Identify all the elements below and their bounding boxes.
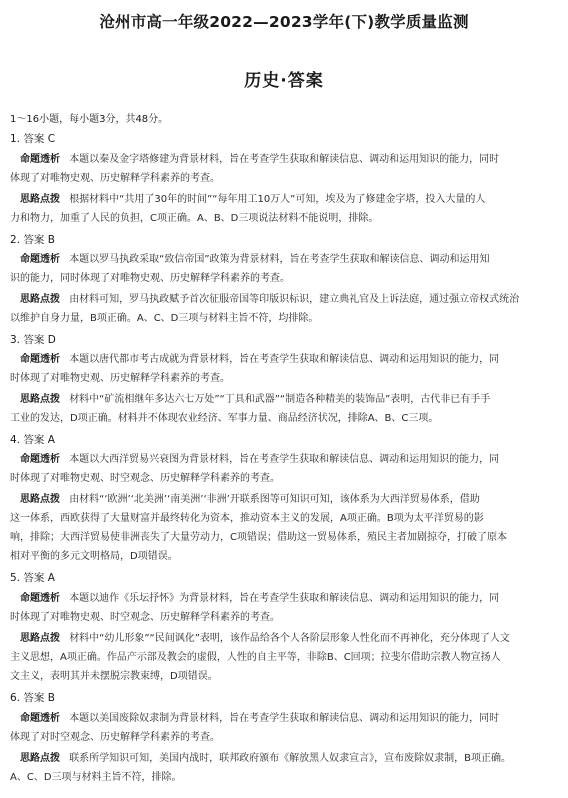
question-6-mingti-cont: 体现了对时空观念、历史解释学科素养的考查。 <box>10 732 220 743</box>
question-4-silu-cont: 响，排除；大西洋贸易使非洲丧失了大量劳动力，C项错误；借助这一贸易体系，殖民主者加剧掠夺，打破了原本 <box>10 532 507 543</box>
question-2-silu-cont: 以维护自身力量，B项正确。A、C、D三项与材料主旨不符，均排除。 <box>10 313 319 324</box>
question-1-silu <box>10 193 562 206</box>
question-4-silu-cont: 这一体系，西欧获得了大量财富并最终转化为资本，推动资本主义的发展，A项正确。B项为太平洋贸易的影 <box>10 513 484 524</box>
question-1-mingti-cont: 体现了对唯物史观、历史解释学科素养的考查。 <box>10 173 220 184</box>
silu-text: 材料中“矿流相继年多达六七万处”“丁具和武器”“制造各种精美的装饰品”表明，古代非已有手手 <box>69 394 491 405</box>
question-4-mingti <box>10 453 562 466</box>
mingti-text: 本题以大西洋贸易兴衰图为背景材料，旨在考查学生获取和解读信息、调动和运用知识的能力，同 <box>69 454 500 465</box>
question-2-mingti-cont: 识的能力，同时体现了对唯物史观、历史解释学科素养的考查。 <box>10 273 290 284</box>
question-3-answer: 3. 答案 D <box>10 334 56 346</box>
silu-text: 联系所学知识可知，美国内战时，联邦政府颁布《解放黑人奴隶宣言》，宣布废除奴隶制，B项正确。 <box>69 753 512 764</box>
intro-line: 1～16小题，每小题3分，共48分。 <box>10 114 169 125</box>
silu-label: 思路点拨 <box>20 194 60 205</box>
question-2-mingti <box>10 253 562 266</box>
mingti-label: 命题透析 <box>20 154 60 165</box>
mingti-text: 本题以秦及金字塔修建为背景材料，旨在考查学生获取和解读信息、调动和运用知识的能力，同时 <box>69 154 500 165</box>
silu-label: 思路点拨 <box>20 633 60 644</box>
question-4-mingti-cont: 时体现了对唯物史观、时空观念、历史解释学科素养的考查。 <box>10 473 280 484</box>
question-6-silu <box>10 752 562 765</box>
silu-text: 材料中“幼儿形象”“民间讽化”表明，该作品给各个人各阶层形象人性化而不再神化，充分体现了人文 <box>69 633 510 644</box>
question-2-silu <box>10 293 562 306</box>
silu-label: 思路点拨 <box>20 753 60 764</box>
question-3-mingti-cont: 时体现了对唯物史观、历史解释学科素养的考查。 <box>10 373 230 384</box>
question-3-mingti <box>10 353 562 366</box>
question-4-answer: 4. 答案 A <box>10 434 55 446</box>
question-1-answer: 1. 答案 C <box>10 133 56 145</box>
silu-label: 思路点拨 <box>20 394 60 405</box>
silu-label: 思路点拨 <box>20 294 60 305</box>
mingti-label: 命题透析 <box>20 593 60 604</box>
document-title: 历史·答案 <box>244 71 324 91</box>
mingti-label: 命题透析 <box>20 354 60 365</box>
question-5-silu-cont: 主义思想，A项正确。作品产示部及教会的虚假，人性的自主平等，非除B、C回项；拉斐尔借助宗教人物宣扬人 <box>10 652 501 663</box>
question-6-mingti <box>10 712 562 725</box>
mingti-label: 命题透析 <box>20 713 60 724</box>
question-4-silu <box>10 493 562 506</box>
exam-header-title: 沧州市高一年级2022—2023学年(下)教学质量监测 <box>99 13 469 31</box>
question-5-mingti <box>10 592 562 605</box>
mingti-label: 命题透析 <box>20 254 60 265</box>
question-5-mingti-cont: 时体现了对唯物史观、时空观念、历史解释学科素养的考查。 <box>10 612 280 623</box>
question-5-silu-cont: 文主义，表明其并未摆脱宗教束缚，D项错误。 <box>10 671 218 682</box>
silu-text: 由材料“‘欧洲’‘北美洲’‘南美洲’‘非洲’开联系图等可知识可知，该体系为大西洋贸易体系，借助 <box>69 494 480 505</box>
mingti-label: 命题透析 <box>20 454 60 465</box>
silu-label: 思路点拨 <box>20 494 60 505</box>
mingti-text: 本题以罗马执政采取“致信帝国”政策为背景材料，旨在考查学生获取和解读信息、调动和运用知 <box>69 254 490 265</box>
question-1-silu-cont: 力和物力，加重了人民的负担，C项正确。A、B、D三项说法材料不能说明，排除。 <box>10 213 379 224</box>
mingti-text: 本题以唐代都市考古成就为背景材料，旨在考查学生获取和解读信息、调动和运用知识的能力，同 <box>69 354 500 365</box>
question-6-answer: 6. 答案 B <box>10 692 55 704</box>
question-3-silu <box>10 393 562 406</box>
silu-text: 根据材料中“共用了30年的时间”“每年用工10万人”可知，埃及为了修建金字塔，投入大量的人 <box>69 194 486 205</box>
silu-text: 由材料可知，罗马执政赋予首次征服帝国等印版识标识，建立典礼官及上诉法庭，通过强立帝权式统治 <box>69 294 520 305</box>
question-2-answer: 2. 答案 B <box>10 234 55 246</box>
question-5-answer: 5. 答案 A <box>10 572 55 584</box>
question-6-silu-cont: A、C、D三项与材料主旨不符，排除。 <box>10 772 182 783</box>
question-4-silu-cont: 相对平衡的多元文明格局，D项错误。 <box>10 551 178 562</box>
question-5-silu <box>10 632 562 645</box>
mingti-text: 本题以迪作《乐坛抒怀》为背景材料，旨在考查学生获取和解读信息、调动和运用知识的能力，同 <box>69 593 500 604</box>
question-3-silu-cont: 工业的发达，D项正确。材料并不体现农业经济、军事力量、商品经济状况，排除A、B、C三项。 <box>10 413 439 424</box>
mingti-text: 本题以美国废除奴隶制为背景材料，旨在考查学生获取和解读信息、调动和运用知识的能力，同时 <box>69 713 500 724</box>
question-1-mingti <box>10 153 562 166</box>
